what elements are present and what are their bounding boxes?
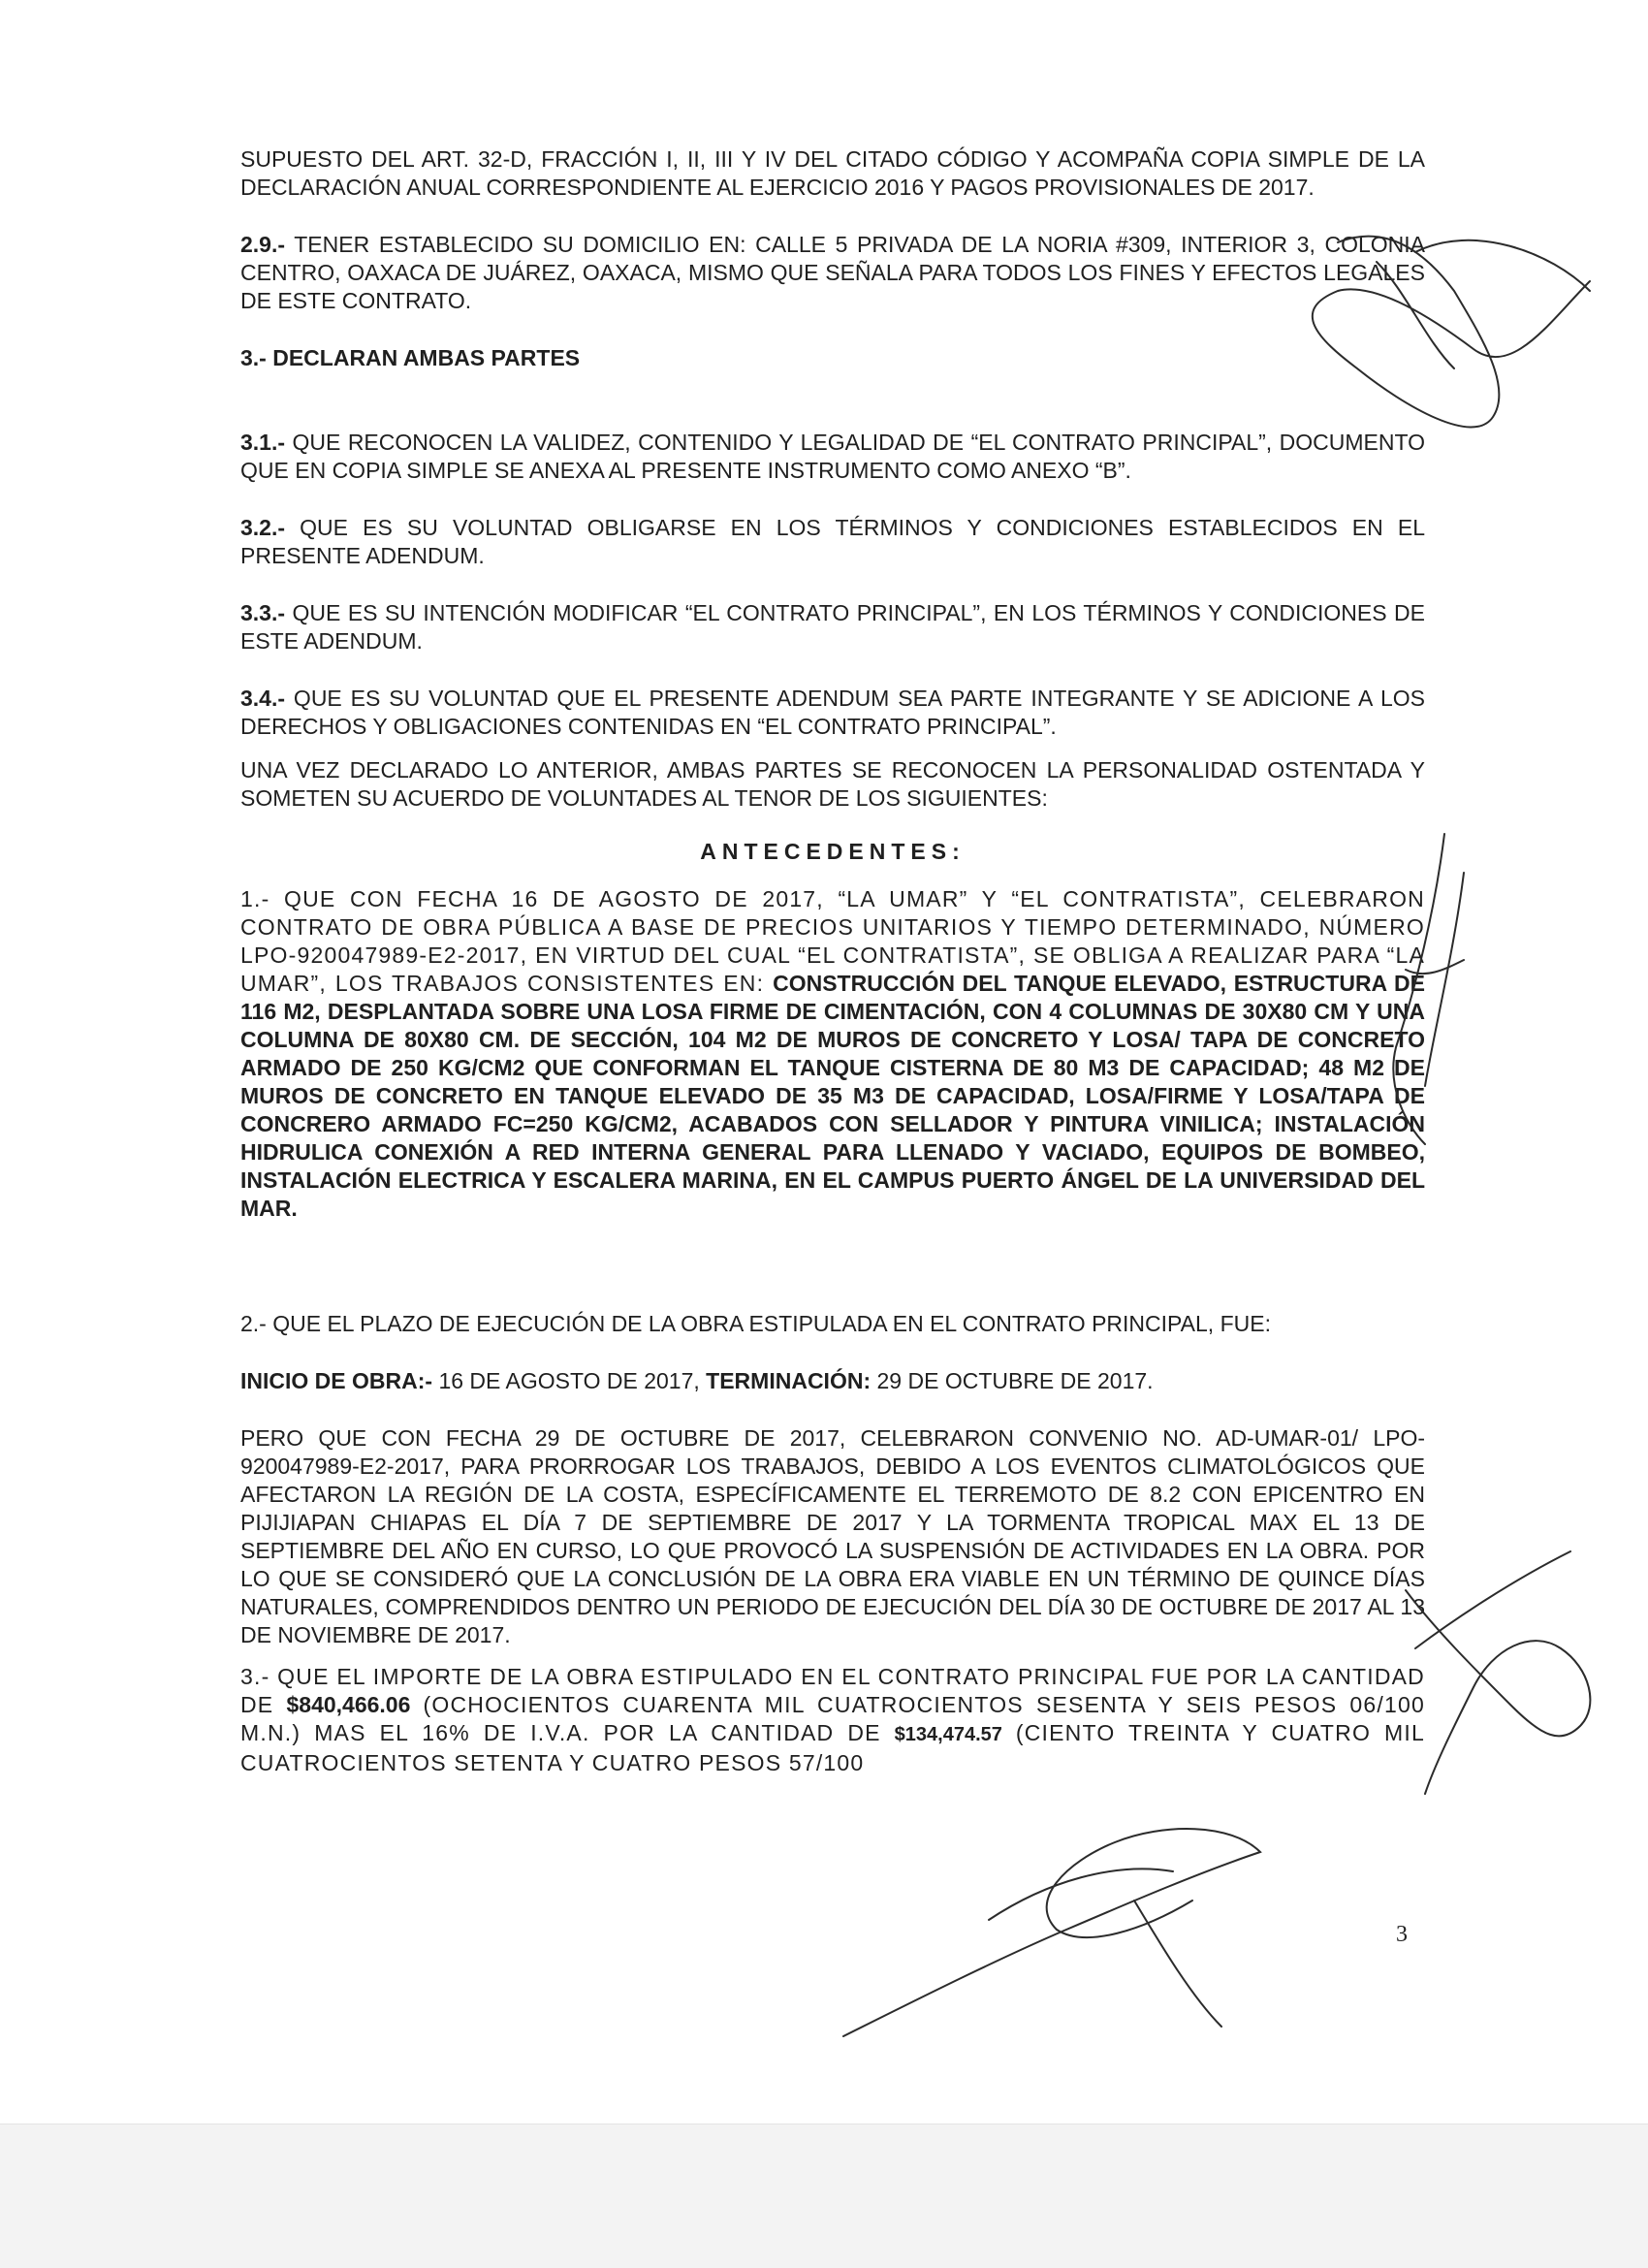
clause-2-9 [240,231,1425,315]
amount-intro: 3.- QUE EL IMPORTE DE LA OBRA ESTIPULADO EN EL CONTRATO PRINCIPAL FUE POR LA CANTIDAD DE [240,1664,1425,1717]
antecedente-2: 2.- QUE EL PLAZO DE EJECUCIÓN DE LA OBRA ESTIPULADA EN EL CONTRATO PRINCIPAL, FUE: [240,1311,1271,1336]
clause-text: QUE RECONOCEN LA VALIDEZ, CONTENIDO Y LEGALIDAD DE “EL CONTRATO PRINCIPAL”, DOCUMENTO QUE EN COPIA SIMPLE SE ANEXA AL PRESENTE INSTRUMENTO COMO ANEXO “B”. [240,430,1425,483]
scan-bottom-margin [0,2124,1648,2268]
signature-lower-right [1406,1551,1590,1794]
clause-3-3 [240,599,1425,655]
clause-number: 3.2.- [240,515,286,540]
contract-amount: $840,466.06 [286,1692,411,1717]
antecedente-1-text: 1.- QUE CON FECHA 16 DE AGOSTO DE 2017, “LA UMAR” Y “EL CONTRATISTA”, CELEBRARON CONTRATO DE OBRA PÚBLICA A BASE DE PRECIOS UNITARIOS Y TIEMPO DETERMINADO, NÚMERO LPO-920047989-E2-2017, EN VIRTUD DEL CUAL “EL CONTRATISTA”, SE OBLIGA A REALIZAR PARA “LA UMAR”, LOS TRABAJOS CONSISTENTES EN: [240,886,1425,996]
execution-dates [240,1367,1425,1395]
signature-bottom [843,1829,1260,2036]
antecedente-1-works: CONSTRUCCIÓN DEL TANQUE ELEVADO, ESTRUCTURA DE 116 M2, DESPLANTADA SOBRE UNA LOSA FIRME DE CIMENTACIÓN, CON 4 COLUMNAS DE 30X80 CM Y UNA COLUMNA DE 80X80 CM. DE SECCIÓN, 104 M2 DE MUROS DE CONCRETO Y LOSA/ TAPA DE CONCRETO ARMADO DE 250 KG/CM2 QUE CONFORMAN EL TANQUE CISTERNA DE 80 M3 DE CAPACIDAD; 48 M2 DE MUROS DE CONCRETO EN TANQUE ELEVADO DE 35 M3 DE CAPACIDAD, LOSA/FIRME Y LOSA/TAPA DE CONCRERO ARMADO FC=250 KG/CM2, ACABADOS CON SELLADOR Y PINTURA VINILICA; INSTALACIÓN HIDRULICA CONEXIÓN A RED INTERNA GENERAL PARA LLENADO Y VACIADO, EQUIPOS DE BOMBEO, INSTALACIÓN ELECTRICA Y ESCALERA MARINA, EN EL CAMPUS PUERTO ÁNGEL DE LA UNIVERSIDAD DEL MAR. [240,971,1425,1221]
start-value: 16 DE AGOSTO DE 2017, [432,1368,707,1393]
clause-3-1 [240,429,1425,485]
document-body [240,145,1425,1806]
section-3-heading: 3.- DECLARAN AMBAS PARTES [240,345,581,370]
start-label: INICIO DE OBRA:- [240,1368,433,1393]
clause-number: 2.9.- [240,232,286,257]
clause-text: QUE ES SU VOLUNTAD OBLIGARSE EN LOS TÉRMINOS Y CONDICIONES ESTABLECIDOS EN EL PRESENTE ADENDUM. [240,515,1425,568]
antecedente-1 [240,885,1425,1223]
page-number: 3 [1396,1922,1408,1947]
antecedentes-heading: ANTECEDENTES: [700,839,966,864]
antecedente-3 [240,1663,1425,1777]
amount-words: (OCHOCIENTOS CUARENTA MIL CUATROCIENTOS SESENTA Y SEIS PESOS 06/100 M.N.) MAS EL 16% DE I.V.A. POR LA CANTIDAD DE [240,1692,1425,1745]
clause-3-2 [240,514,1425,570]
clause-3-4 [240,685,1425,741]
iva-amount: $134,474.57 [894,1724,1002,1745]
iva-words: (CIENTO TREINTA Y CUATRO MIL CUATROCIENTOS SETENTA Y CUATRO PESOS 57/100 [240,1720,1425,1775]
clause-number: 3.4.- [240,686,286,711]
intro-paragraph: SUPUESTO DEL ART. 32-D, FRACCIÓN I, II, III Y IV DEL CITADO CÓDIGO Y ACOMPAÑA COPIA SIMPLE DE LA DECLARACIÓN ANUAL CORRESPONDIENTE AL EJERCICIO 2016 Y PAGOS PROVISIONALES DE 2017. [240,146,1425,200]
convenio-paragraph: PERO QUE CON FECHA 29 DE OCTUBRE DE 2017, CELEBRARON CONVENIO NO. AD-UMAR-01/ LPO-920047989-E2-2017, PARA PRORROGAR LOS TRABAJOS, DEBIDO A LOS EVENTOS CLIMATOLÓGICOS QUE AFECTARON LA REGIÓN DE LA COSTA, ESPECÍFICAMENTE EL TERREMOTO DE 8.2 CON EPICENTRO EN PIJIJIAPAN CHIAPAS EL DÍA 7 DE SEPTIEMBRE DE 2017 Y LA TORMENTA TROPICAL MAX EL 13 DE SEPTIEMBRE DEL AÑO EN CURSO, LO QUE PROVOCÓ LA SUSPENSIÓN DE ACTIVIDADES EN LA OBRA. POR LO QUE SE CONSIDERÓ QUE LA CONCLUSIÓN DE LA OBRA ERA VIABLE EN UN TÉRMINO DE QUINCE DÍAS NATURALES, COMPRENDIDOS DENTRO UN PERIODO DE EJECUCIÓN DEL DÍA 30 DE OCTUBRE DE 2017 AL 13 DE NOVIEMBRE DE 2017. [240,1425,1425,1647]
end-label: TERMINACIÓN: [706,1368,872,1393]
clause-number: 3.1.- [240,430,286,455]
end-value: 29 DE OCTUBRE DE 2017. [871,1368,1154,1393]
clause-number: 3.3.- [240,600,286,625]
clause-text: QUE ES SU INTENCIÓN MODIFICAR “EL CONTRATO PRINCIPAL”, EN LOS TÉRMINOS Y CONDICIONES DE ESTE ADENDUM. [240,600,1425,654]
declared-paragraph: UNA VEZ DECLARADO LO ANTERIOR, AMBAS PARTES SE RECONOCEN LA PERSONALIDAD OSTENTADA Y SOMETEN SU ACUERDO DE VOLUNTADES AL TENOR DE LOS SIGUIENTES: [240,757,1425,811]
clause-text: TENER ESTABLECIDO SU DOMICILIO EN: CALLE 5 PRIVADA DE LA NORIA #309, INTERIOR 3, COLONIA CENTRO, OAXACA DE JUÁREZ, OAXACA, MISMO QUE SEÑALA PARA TODOS LOS FINES Y EFECTOS LEGALES DE ESTE CONTRATO. [240,232,1425,313]
clause-text: QUE ES SU VOLUNTAD QUE EL PRESENTE ADENDUM SEA PARTE INTEGRANTE Y SE ADICIONE A LOS DERECHOS Y OBLIGACIONES CONTENIDAS EN “EL CONTRATO PRINCIPAL”. [240,686,1425,739]
